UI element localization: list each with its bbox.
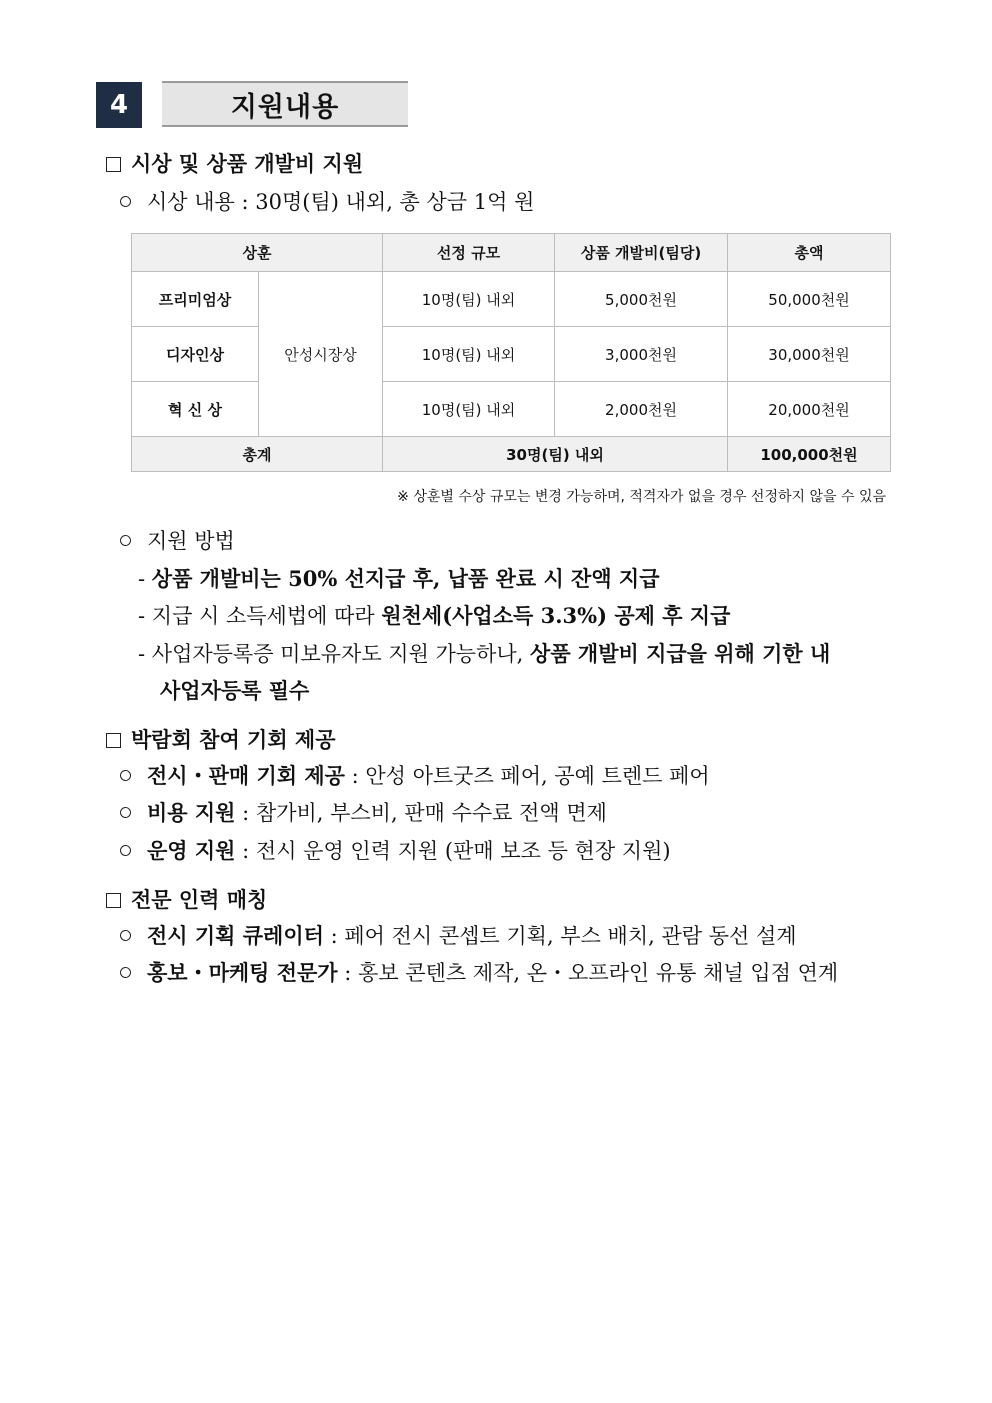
table-header: 상품 개발비(팀당)	[555, 234, 728, 272]
support-method-dash-3-cont: 사업자등록 필수	[160, 678, 310, 703]
table-header: 총액	[728, 234, 891, 272]
circle-bullet-icon	[120, 845, 131, 856]
table-cell: 10명(팀) 내외	[383, 327, 555, 382]
table-cell: 2,000천원	[555, 382, 728, 437]
award-content-item: 시상 내용 : 30명(팀) 내외, 총 상금 1억 원	[120, 188, 534, 216]
fair-item: 전시・판매 기회 제공 : 안성 아트굿즈 페어, 공예 트렌드 페어	[120, 762, 710, 790]
table-header: 선정 규모	[383, 234, 555, 272]
square-bullet-icon	[106, 893, 121, 908]
table-cell: 50,000천원	[728, 272, 891, 327]
table-cell: 10명(팀) 내외	[383, 272, 555, 327]
circle-bullet-icon	[120, 807, 131, 818]
circle-bullet-icon	[120, 967, 131, 978]
expert-item: 홍보・마케팅 전문가 : 홍보 콘텐츠 제작, 온・오프라인 유통 채널 입점 연계	[120, 959, 838, 987]
circle-bullet-icon	[120, 535, 131, 546]
award-name: 디자인상	[132, 327, 259, 382]
table-row	[132, 382, 891, 437]
total-amount: 100,000천원	[728, 437, 891, 472]
table-cell: 20,000천원	[728, 382, 891, 437]
table-row	[132, 327, 891, 382]
support-method-dash-3: - 사업자등록증 미보유자도 지원 가능하나, 상품 개발비 지급을 위해 기한 내	[138, 641, 831, 666]
circle-bullet-icon	[120, 196, 131, 207]
support-method-dash-2: - 지급 시 소득세법에 따라 원천세(사업소득 3.3%) 공제 후 지급	[138, 603, 731, 628]
circle-bullet-icon	[120, 930, 131, 941]
table-cell: 10명(팀) 내외	[383, 382, 555, 437]
section2-heading: 박람회 참여 기회 제공	[106, 726, 336, 754]
table-header: 상훈	[132, 234, 383, 272]
award-name: 혁 신 상	[132, 382, 259, 437]
table-cell: 5,000천원	[555, 272, 728, 327]
award-name: 프리미엄상	[132, 272, 259, 327]
square-bullet-icon	[106, 733, 121, 748]
fair-item: 비용 지원 : 참가비, 부스비, 판매 수수료 전액 면제	[120, 799, 607, 827]
expert-item: 전시 기획 큐레이터 : 페어 전시 콘셉트 기획, 부스 배치, 관람 동선 설계	[120, 922, 797, 950]
award-table	[131, 233, 891, 472]
section-title: 지원내용	[162, 81, 408, 127]
circle-bullet-icon	[120, 770, 131, 781]
total-scale: 30명(팀) 내외	[383, 437, 728, 472]
section1-heading: 시상 및 상품 개발비 지원	[106, 150, 363, 178]
table-cell: 30,000천원	[728, 327, 891, 382]
table-total-row	[132, 437, 891, 472]
square-bullet-icon	[106, 157, 121, 172]
table-row	[132, 272, 891, 327]
support-method-dash-1: - 상품 개발비는 50% 선지급 후, 납품 완료 시 잔액 지급	[138, 566, 660, 591]
table-cell: 3,000천원	[555, 327, 728, 382]
total-label: 총계	[132, 437, 383, 472]
table-note: ※ 상훈별 수상 규모는 변경 가능하며, 적격자가 없을 경우 선정하지 않을 수 있음	[397, 489, 886, 505]
section-number-badge: 4	[96, 82, 142, 128]
table-header-row	[132, 234, 891, 272]
section3-heading: 전문 인력 매칭	[106, 886, 267, 914]
support-method-item: 지원 방법	[120, 527, 235, 555]
award-group: 안성시장상	[259, 272, 383, 437]
fair-item: 운영 지원 : 전시 운영 인력 지원 (판매 보조 등 현장 지원)	[120, 837, 671, 865]
